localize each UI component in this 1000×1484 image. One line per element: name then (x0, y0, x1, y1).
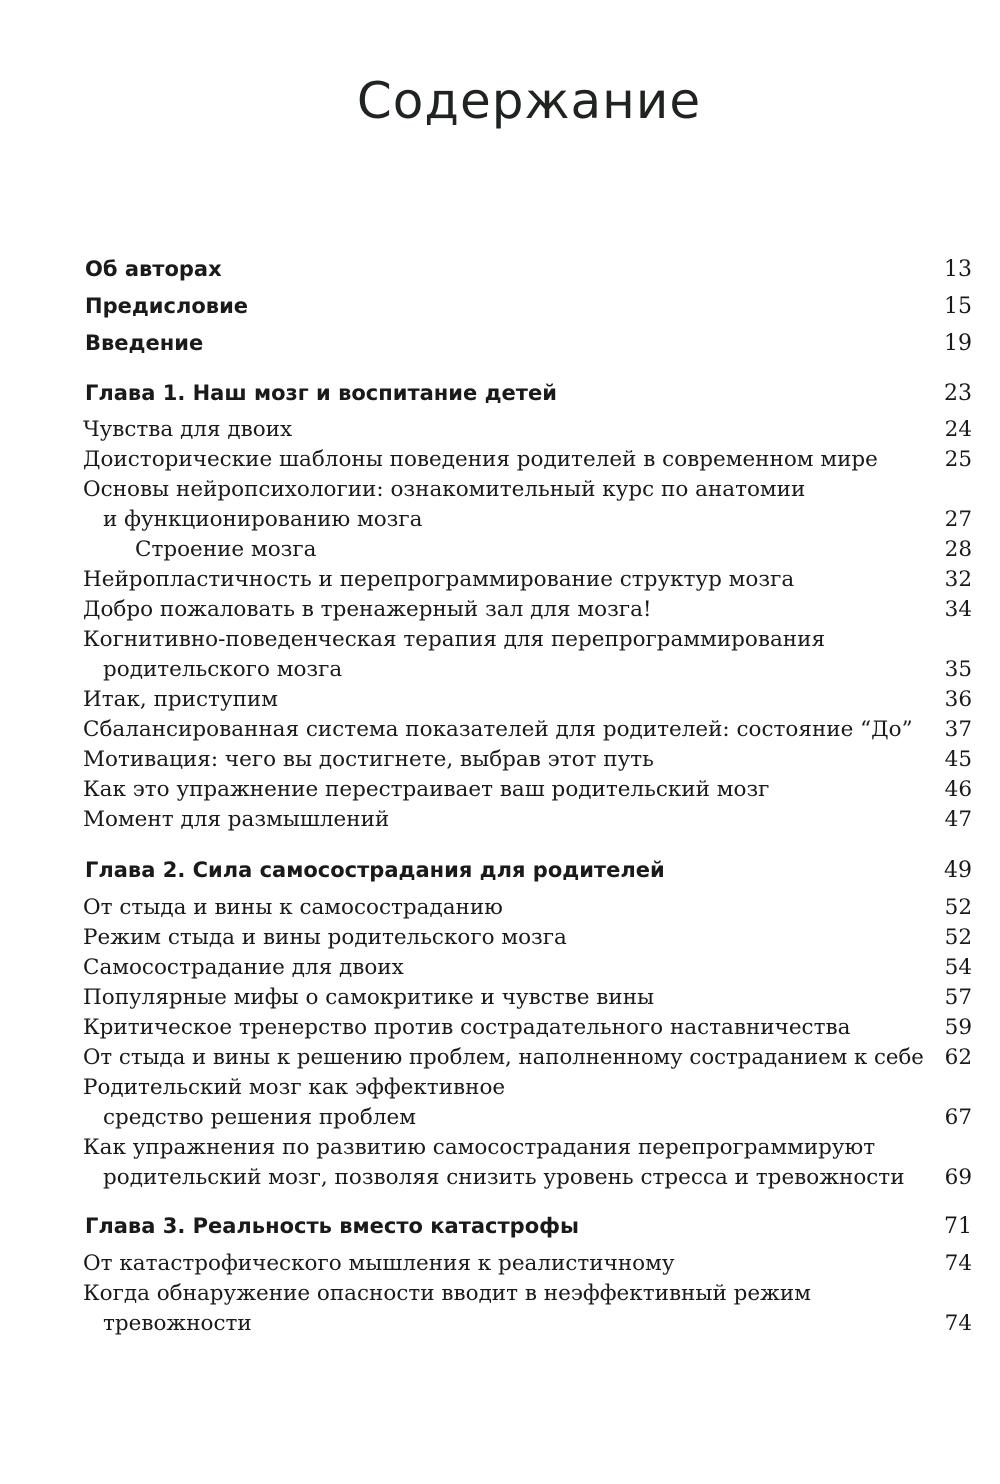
toc-entry-page: 67 (944, 1105, 972, 1130)
toc-entry-title: Как упражнения по развитию самосострадания перепрограммируют (83, 1135, 876, 1160)
toc-entry-title: родительского мозга (103, 657, 343, 682)
toc-entry-title: Добро пожаловать в тренажерный зал для мозга! (83, 597, 652, 622)
toc-entry-title: Итак, приступим (83, 687, 278, 712)
toc-entry-page: 49 (944, 858, 972, 883)
toc-entry-title: Когда обнаружение опасности вводит в неэффективный режим (83, 1281, 811, 1306)
toc-entry-page: 32 (944, 567, 972, 592)
toc-entry-page: 46 (944, 777, 972, 802)
toc-entry-title: Родительский мозг как эффективное (83, 1075, 506, 1100)
toc-entry-title: Сбалансированная система показателей для родителей: состояние “До” (83, 717, 913, 742)
toc-entry-title: Нейропластичность и перепрограммирование структур мозга (83, 567, 795, 592)
toc-entry-title: Самосострадание для двоих (83, 955, 404, 980)
toc-entry-page: 69 (944, 1165, 972, 1190)
toc-entry-title: Введение (85, 331, 204, 355)
toc-entry-page: 15 (944, 294, 972, 319)
toc-entry-title: Основы нейропсихологии: ознакомительный курс по анатомии (83, 477, 806, 502)
toc-entry-page: 37 (944, 717, 972, 742)
toc-entry-title: Доисторические шаблоны поведения родителей в современном мире (83, 447, 878, 472)
toc-entry-title: Глава 2. Сила самосострадания для родителей (85, 858, 665, 882)
toc-entry-page: 52 (944, 925, 972, 950)
toc-entry-page: 62 (944, 1045, 972, 1070)
toc-entry-page: 25 (944, 447, 972, 472)
toc-entry-page: 52 (944, 895, 972, 920)
toc-entry-title: Предисловие (85, 294, 249, 318)
toc-entry-page: 71 (944, 1214, 972, 1239)
toc-entry-title: Режим стыда и вины родительского мозга (83, 925, 567, 950)
toc-entry-title: и функционированию мозга (103, 507, 423, 532)
toc-entry-page: 28 (944, 537, 972, 562)
toc-entry-title: Когнитивно-поведенческая терапия для перепрограммирования (83, 627, 826, 652)
toc-entry-page: 47 (944, 807, 972, 832)
toc-entry-page: 36 (944, 687, 972, 712)
toc-entry-title: Об авторах (85, 257, 222, 281)
toc-entry-title: От стыда и вины к самосостраданию (83, 895, 503, 920)
toc-entry-page: 45 (944, 747, 972, 772)
toc-entry-page: 54 (944, 955, 972, 980)
toc-entry-page: 23 (944, 381, 972, 406)
toc-entry-page: 27 (944, 507, 972, 532)
page-title: Содержание (356, 72, 702, 130)
toc-entry-title: Критическое тренерство против сострадательного наставничества (83, 1015, 851, 1040)
toc-entry-title: Строение мозга (135, 537, 317, 562)
toc-entry-title: тревожности (103, 1311, 252, 1336)
toc-entry-page: 74 (944, 1311, 972, 1336)
toc-entry-page: 24 (944, 417, 972, 442)
toc-entry-page: 57 (944, 985, 972, 1010)
toc-entry-page: 74 (944, 1251, 972, 1276)
toc-entry-title: От стыда и вины к решению проблем, наполненному состраданием к себе (83, 1045, 924, 1070)
toc-entry-title: средство решения проблем (103, 1105, 416, 1130)
toc-entry-title: Глава 1. Наш мозг и воспитание детей (85, 381, 557, 405)
toc-entry-title: Как это упражнение перестраивает ваш родительский мозг (83, 777, 770, 802)
toc-entry-title: От катастрофического мышления к реалистичному (83, 1251, 675, 1276)
toc-entry-page: 13 (944, 257, 972, 282)
toc-entry-title: Мотивация: чего вы достигнете, выбрав этот путь (83, 747, 654, 772)
toc-entry-page: 35 (944, 657, 972, 682)
toc-entry-page: 34 (944, 597, 972, 622)
toc-entry-page: 59 (944, 1015, 972, 1040)
toc-entry-title: Глава 3. Реальность вместо катастрофы (85, 1214, 579, 1238)
toc-entry-title: родительский мозг, позволяя снизить уровень стресса и тревожности (103, 1165, 905, 1190)
toc-entry-title: Момент для размышлений (83, 807, 390, 832)
toc-entry-title: Чувства для двоих (83, 417, 293, 442)
toc-entry-title: Популярные мифы о самокритике и чувстве вины (83, 985, 655, 1010)
toc-entry-page: 19 (944, 331, 972, 356)
